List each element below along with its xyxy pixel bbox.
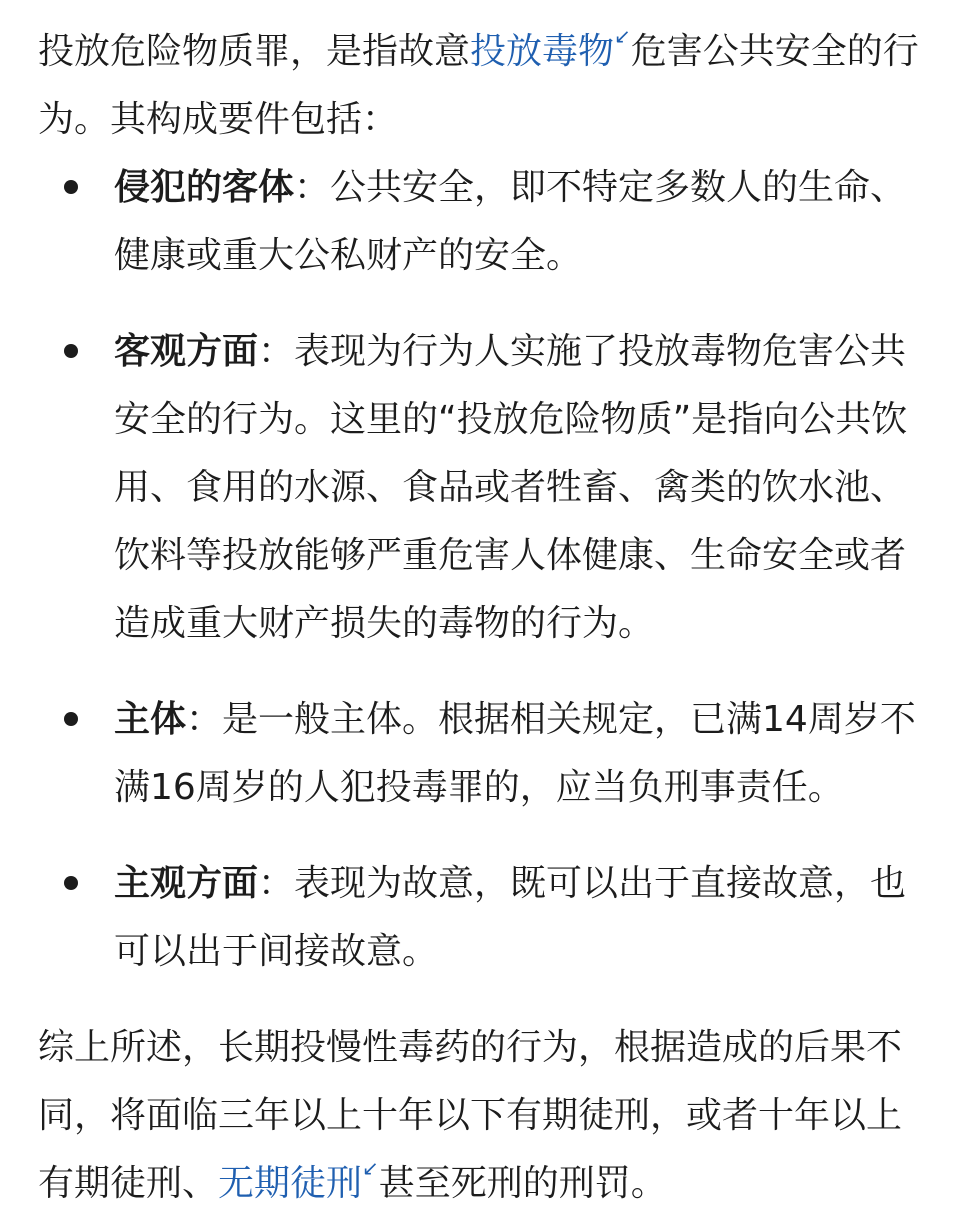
element-desc: 表现为故意，既可以出于直接故意，也可以出于间接故意。 bbox=[114, 863, 907, 972]
list-item-text bbox=[62, 318, 920, 658]
bullet-icon bbox=[64, 344, 78, 358]
summary-text-after: 甚至死刑的刑罚。 bbox=[378, 1163, 667, 1204]
bullet-icon bbox=[64, 712, 78, 726]
element-colon: ： bbox=[258, 331, 295, 372]
list-item bbox=[38, 686, 920, 822]
list-item-text bbox=[62, 154, 920, 290]
list-item bbox=[38, 154, 920, 290]
bullet-icon bbox=[64, 876, 78, 890]
element-colon: ： bbox=[294, 167, 331, 208]
elements-list bbox=[38, 154, 920, 986]
element-colon: ： bbox=[258, 863, 295, 904]
element-term: 主观方面 bbox=[114, 863, 259, 904]
poison-link-label: 投放毒物 bbox=[470, 31, 615, 72]
bullet-icon bbox=[64, 180, 78, 194]
element-term: 主体 bbox=[114, 699, 187, 740]
element-term: 侵犯的客体 bbox=[114, 167, 295, 208]
life-imprisonment-link[interactable] bbox=[218, 1156, 379, 1204]
summary-paragraph bbox=[38, 1014, 920, 1218]
intro-text-after: 危害公共安全的行为。其构成要件包括： bbox=[38, 31, 919, 140]
intro-paragraph bbox=[38, 18, 920, 154]
summary-text-before: 综上所述，长期投慢性毒药的行为，根据造成的后果不同，将面临三年以上十年以下有期徒刑，或者十年以上有期徒刑、 bbox=[38, 1027, 903, 1204]
list-item bbox=[38, 318, 920, 658]
element-desc: 公共安全，即不特定多数人的生命、健康或重大公私财产的安全。 bbox=[114, 167, 907, 276]
poison-link[interactable] bbox=[470, 24, 631, 72]
intro-text-before: 投放危险物质罪，是指故意 bbox=[38, 31, 471, 72]
element-desc: 是一般主体。根据相关规定，已满14周岁不满16周岁的人犯投毒罪的，应当负刑事责任。 bbox=[114, 699, 916, 808]
element-term: 客观方面 bbox=[114, 331, 259, 372]
link-arrow-icon: ↙ bbox=[362, 1156, 379, 1180]
element-desc: 表现为行为人实施了投放毒物危害公共安全的行为。这里的“投放危险物质”是指向公共饮用、食用的水源、食品或者牲畜、禽类的饮水池、饮料等投放能够严重危害人体健康、生命安全或者造成重大财产损失的毒物的行为。 bbox=[114, 331, 908, 644]
list-item-text bbox=[62, 686, 920, 822]
list-item bbox=[38, 850, 920, 986]
list-item-text bbox=[62, 850, 920, 986]
element-colon: ： bbox=[186, 699, 223, 740]
life-imprisonment-link-label: 无期徒刑 bbox=[218, 1163, 363, 1204]
link-arrow-icon: ↙ bbox=[614, 24, 631, 48]
